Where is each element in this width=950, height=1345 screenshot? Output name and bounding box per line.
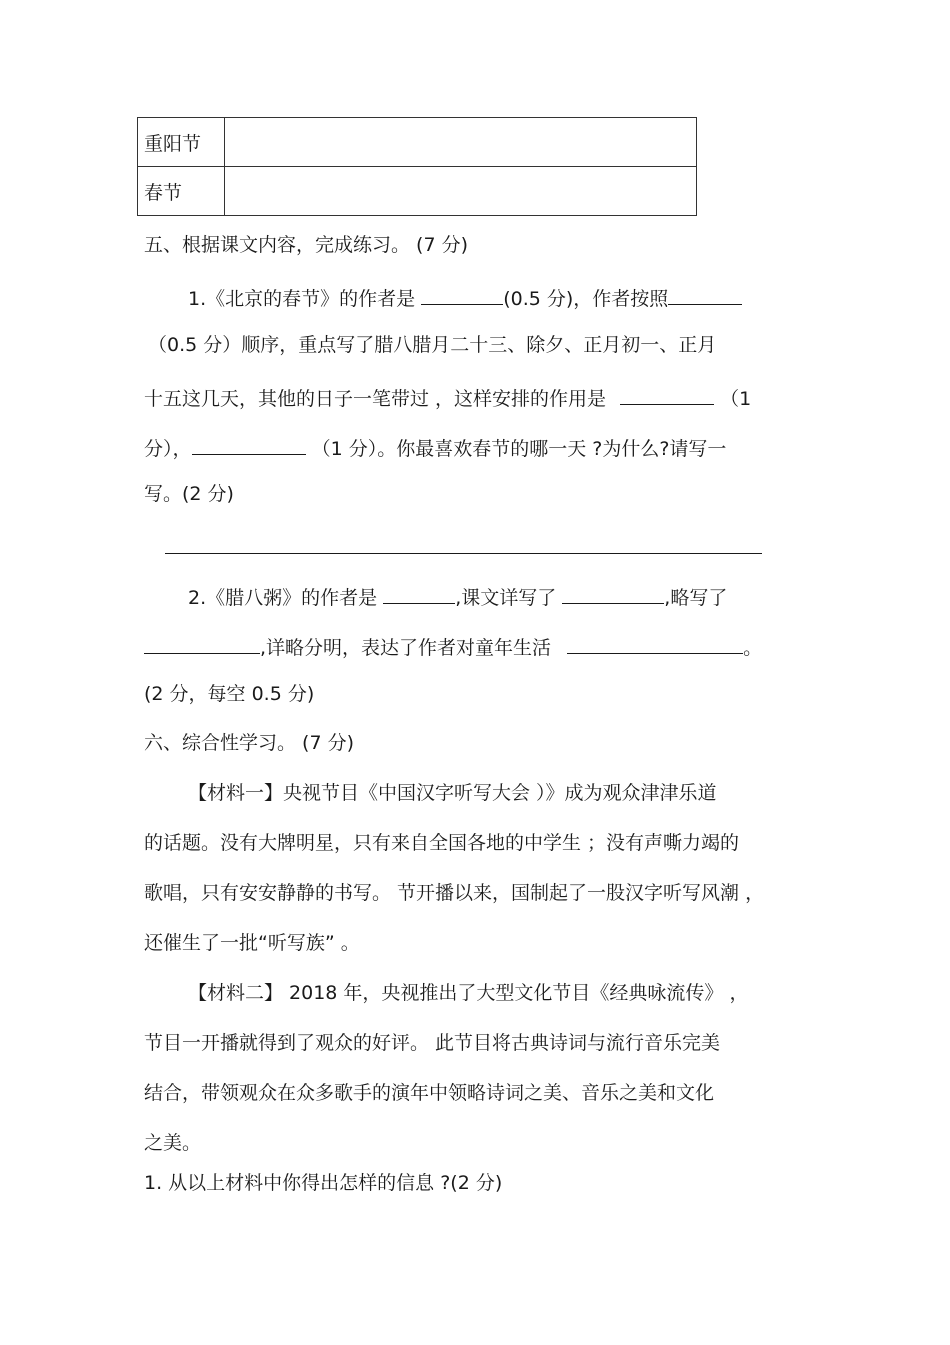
q1-line4-text-b: （1 分）。你最喜欢春节的哪一天 ?为什么?请写一 xyxy=(311,438,727,460)
answer-blank[interactable] xyxy=(144,635,260,654)
material2-line: 节目一开播就得到了观众的好评。 此节目将古典诗词与流行音乐完美 xyxy=(144,1032,721,1054)
answer-blank[interactable] xyxy=(192,436,306,455)
q1-line3-text-a: 十五这几天，其他的日子一笔带过 ，这样安排的作用是 xyxy=(144,388,607,410)
material2-line: 结合，带领观众在众多歌手的演年中领略诗词之美、音乐之美和文化 xyxy=(144,1082,715,1104)
q1-line3-text-b: （1 xyxy=(720,388,752,410)
q2-line1-text-b: ,课文详写了 xyxy=(455,587,557,609)
q1-line2: （0.5 分）顺序，重点写了腊八腊月二十三、除夕、正月初一、正月 xyxy=(148,334,717,356)
q2-line3: (2 分，每空 0.5 分) xyxy=(144,683,315,705)
material2-line: 【材料二】 2018 年，央视推出了大型文化节目《经典咏流传》 ， xyxy=(188,982,749,1004)
q1-line5: 写。(2 分) xyxy=(144,483,234,505)
material1-line: 还催生了一批“听写族” 。 xyxy=(144,932,360,954)
section6-heading: 六、综合性学习。 (7 分) xyxy=(144,732,354,754)
section6-question1: 1. 从以上材料中你得出怎样的信息 ?(2 分) xyxy=(144,1172,503,1194)
q2-line2 xyxy=(144,635,762,658)
q1-line3 xyxy=(144,386,751,409)
festival-name-cell: 春节 xyxy=(138,167,225,216)
q1-line1-text-a: 1.《北京的春节》的作者是 xyxy=(188,288,416,310)
q1-line4-text-a: 分）， xyxy=(144,438,192,460)
answer-blank[interactable] xyxy=(668,286,742,305)
material2-line: 之美。 xyxy=(144,1132,202,1154)
festival-table xyxy=(137,117,697,216)
answer-blank[interactable] xyxy=(567,635,743,654)
answer-blank[interactable] xyxy=(620,386,714,405)
q1-line4 xyxy=(144,436,726,459)
q1-line1 xyxy=(188,286,742,309)
q2-line2-text-a: ,详略分明，表达了作者对童年生活 xyxy=(260,637,552,659)
material1-line: 的话题。没有大牌明星，只有来自全国各地的中学生 ；没有声嘶力竭的 xyxy=(144,832,740,854)
q2-line1-text-c: ,略写了 xyxy=(664,587,728,609)
section5-heading: 五、根据课文内容，完成练习。 (7 分) xyxy=(144,234,468,256)
answer-blank[interactable] xyxy=(562,585,664,604)
q2-line1-text-a: 2.《腊八粥》的作者是 xyxy=(188,587,378,609)
q2-line1 xyxy=(188,585,727,608)
answer-blank[interactable] xyxy=(383,585,455,604)
q2-line2-text-b: 。 xyxy=(743,637,763,659)
festival-name-cell: 重阳节 xyxy=(138,118,225,167)
q1-line1-text-b: (0.5 分)，作者按照 xyxy=(503,288,669,310)
festival-answer-cell[interactable] xyxy=(225,167,697,216)
answer-line[interactable] xyxy=(165,553,762,554)
festival-answer-cell[interactable] xyxy=(225,118,697,167)
material1-line: 【材料一】央视节目《中国汉字听写大会 ）》成为观众津津乐道 xyxy=(188,782,717,804)
material1-line: 歌唱，只有安安静静的书写。 节开播以来，国制起了一股汉字听写风潮 ， xyxy=(144,882,765,904)
table-row xyxy=(138,167,697,216)
answer-blank[interactable] xyxy=(421,286,503,305)
table-row xyxy=(138,118,697,167)
